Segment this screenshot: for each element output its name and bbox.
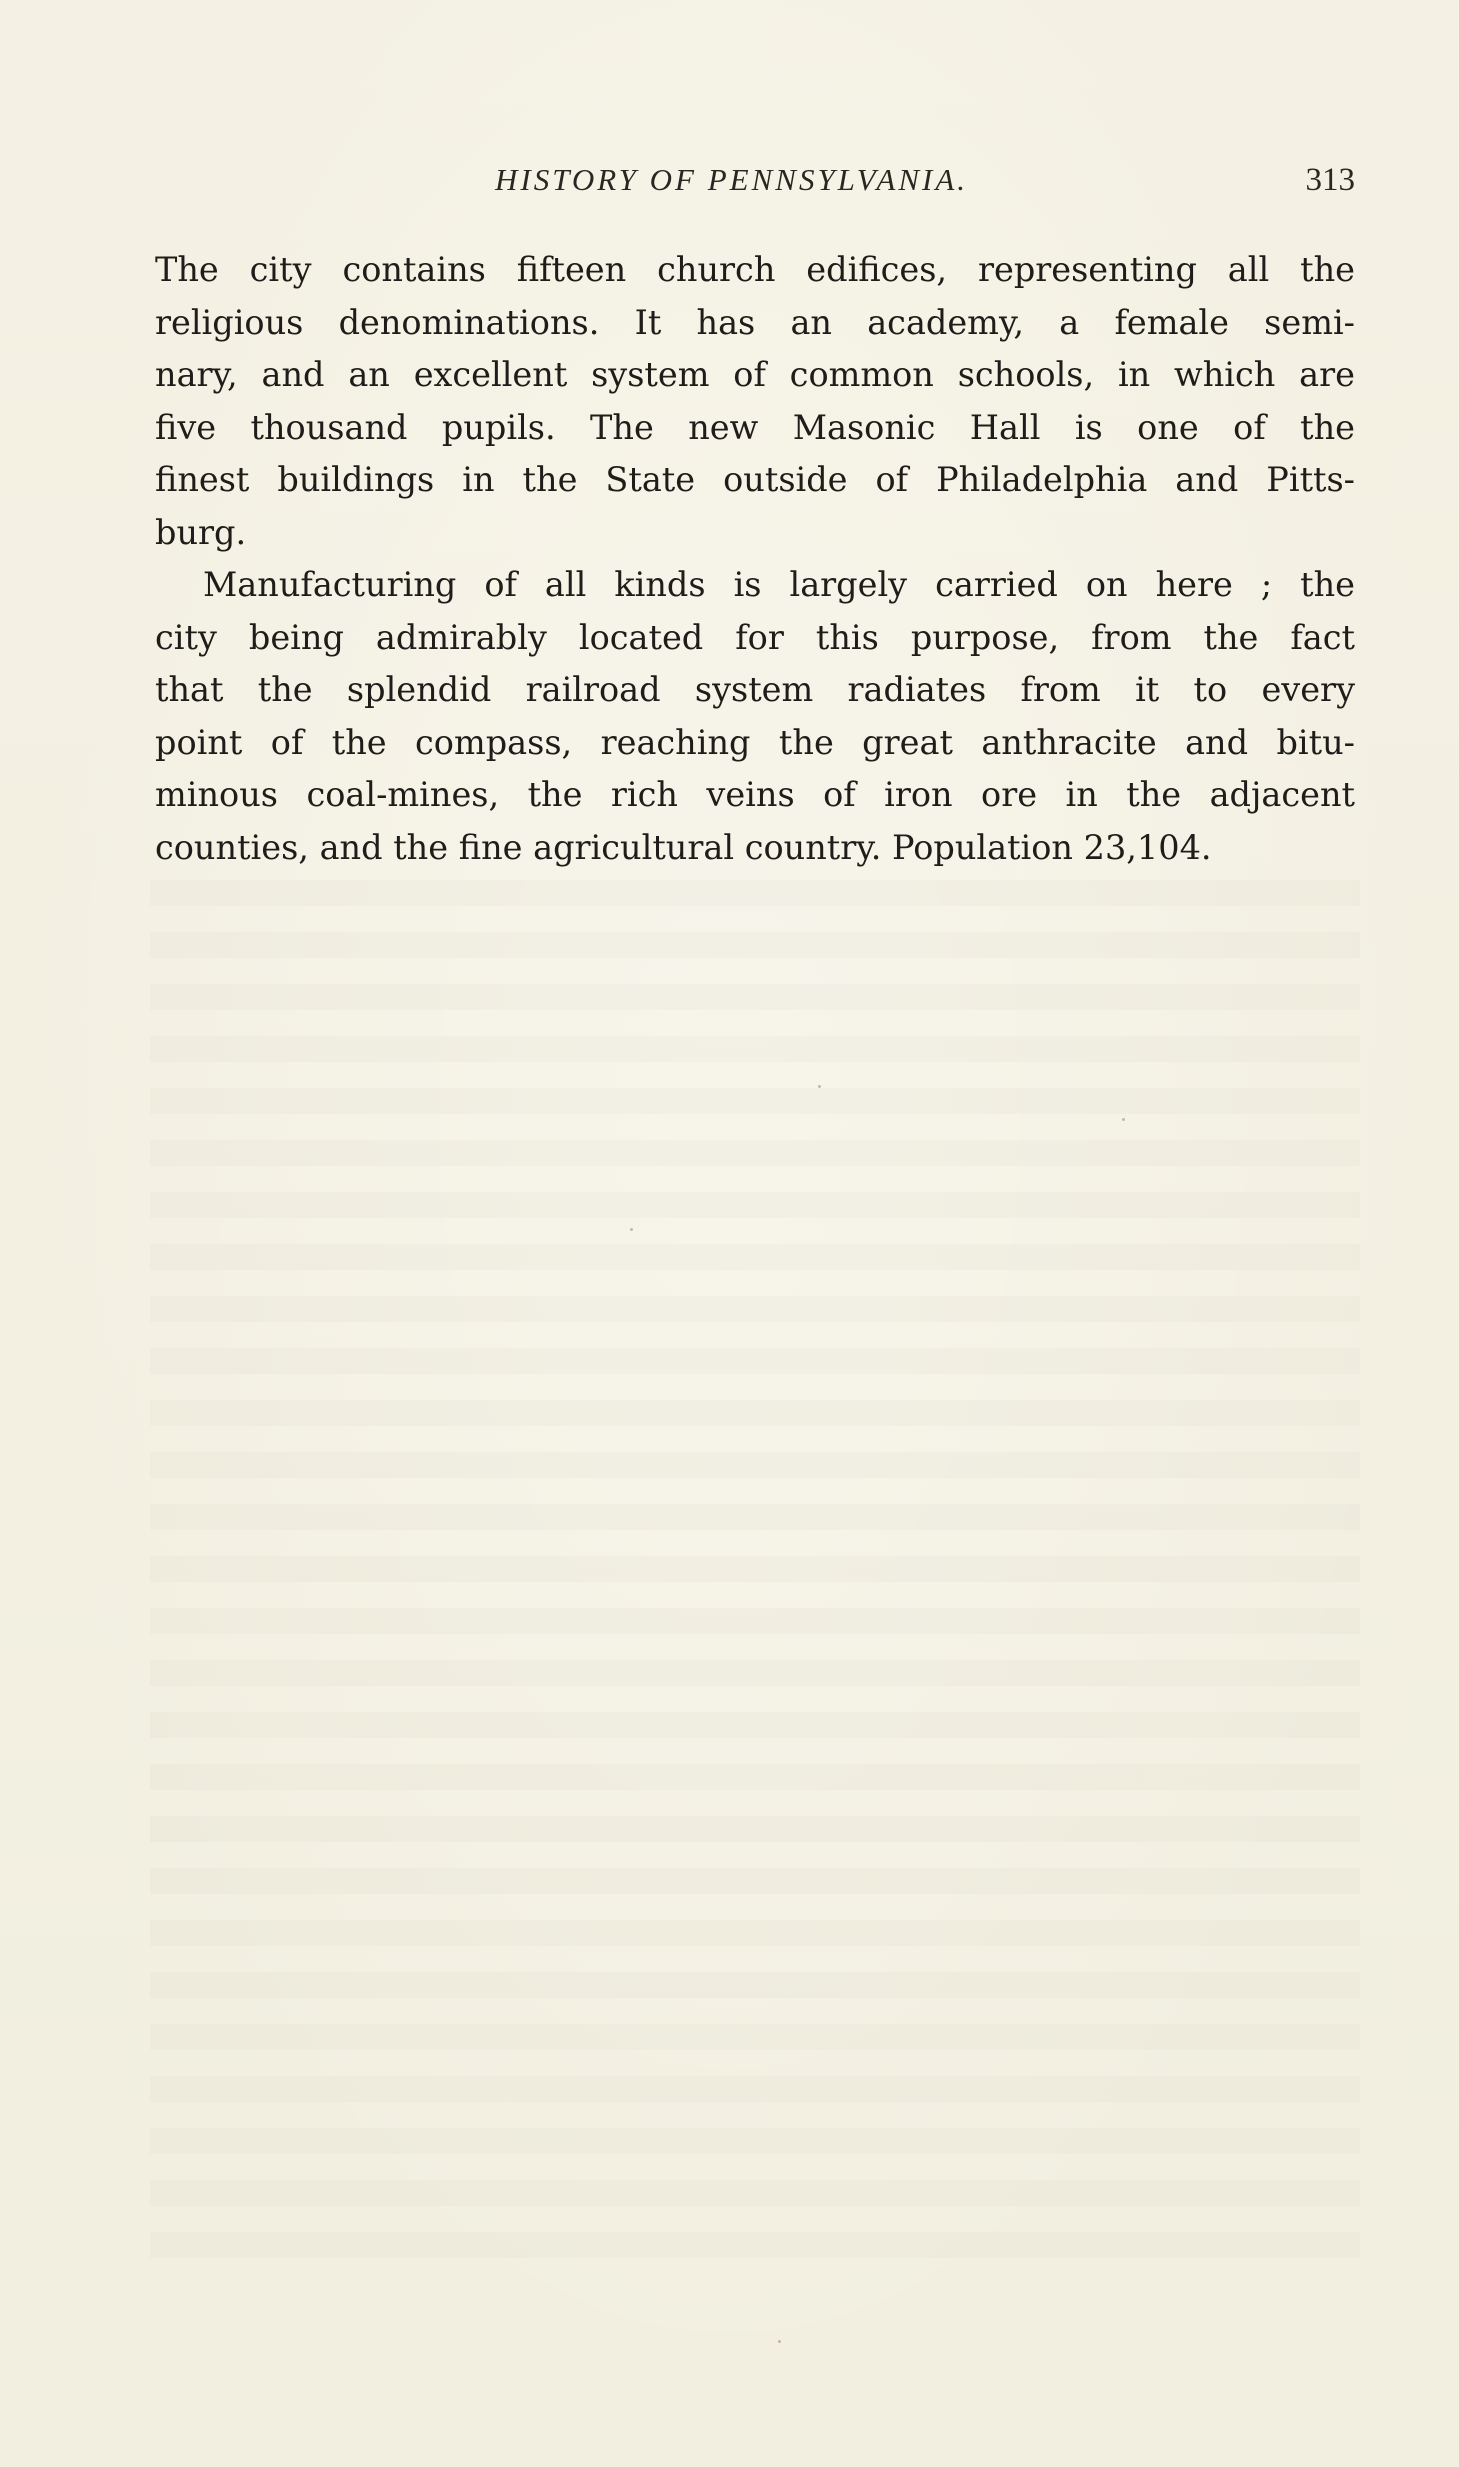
text-line: burg. [155, 512, 247, 552]
running-head-title: HISTORY OF PENNSYLVANIA. [495, 162, 969, 197]
text-line: city being admirably located for this purpose, from the fact [155, 617, 1355, 657]
text-line: five thousand pupils. The new Masonic Hall is one of the [155, 407, 1355, 447]
text-line: counties, and the fine agricultural country. Population 23,104. [155, 827, 1212, 867]
text-line: that the splendid railroad system radiates from it to every [155, 670, 1355, 709]
paper-speck [630, 1228, 633, 1231]
text-line: The city contains fifteen church edifices, representing all the [155, 250, 1355, 289]
text-line: Manufacturing of all kinds is largely carried on here ; the [203, 565, 1355, 604]
bleed-through-texture [150, 880, 1360, 2280]
text-line: finest buildings in the State outside of Philadelphia and Pitts- [155, 460, 1355, 499]
paper-speck [778, 2340, 781, 2343]
body-text [155, 244, 1355, 874]
page-number: 313 [1305, 162, 1355, 198]
text-line: nary, and an excellent system of common schools, in which are [155, 355, 1355, 394]
page-header [155, 162, 1355, 212]
paper-speck [1122, 1118, 1125, 1121]
text-line: minous coal-mines, the rich veins of iron ore in the adjacent [155, 775, 1355, 814]
paper-speck [818, 1085, 821, 1088]
text-line: point of the compass, reaching the great anthracite and bitu- [155, 722, 1355, 762]
text-line: religious denominations. It has an academy, a female semi- [155, 302, 1355, 342]
